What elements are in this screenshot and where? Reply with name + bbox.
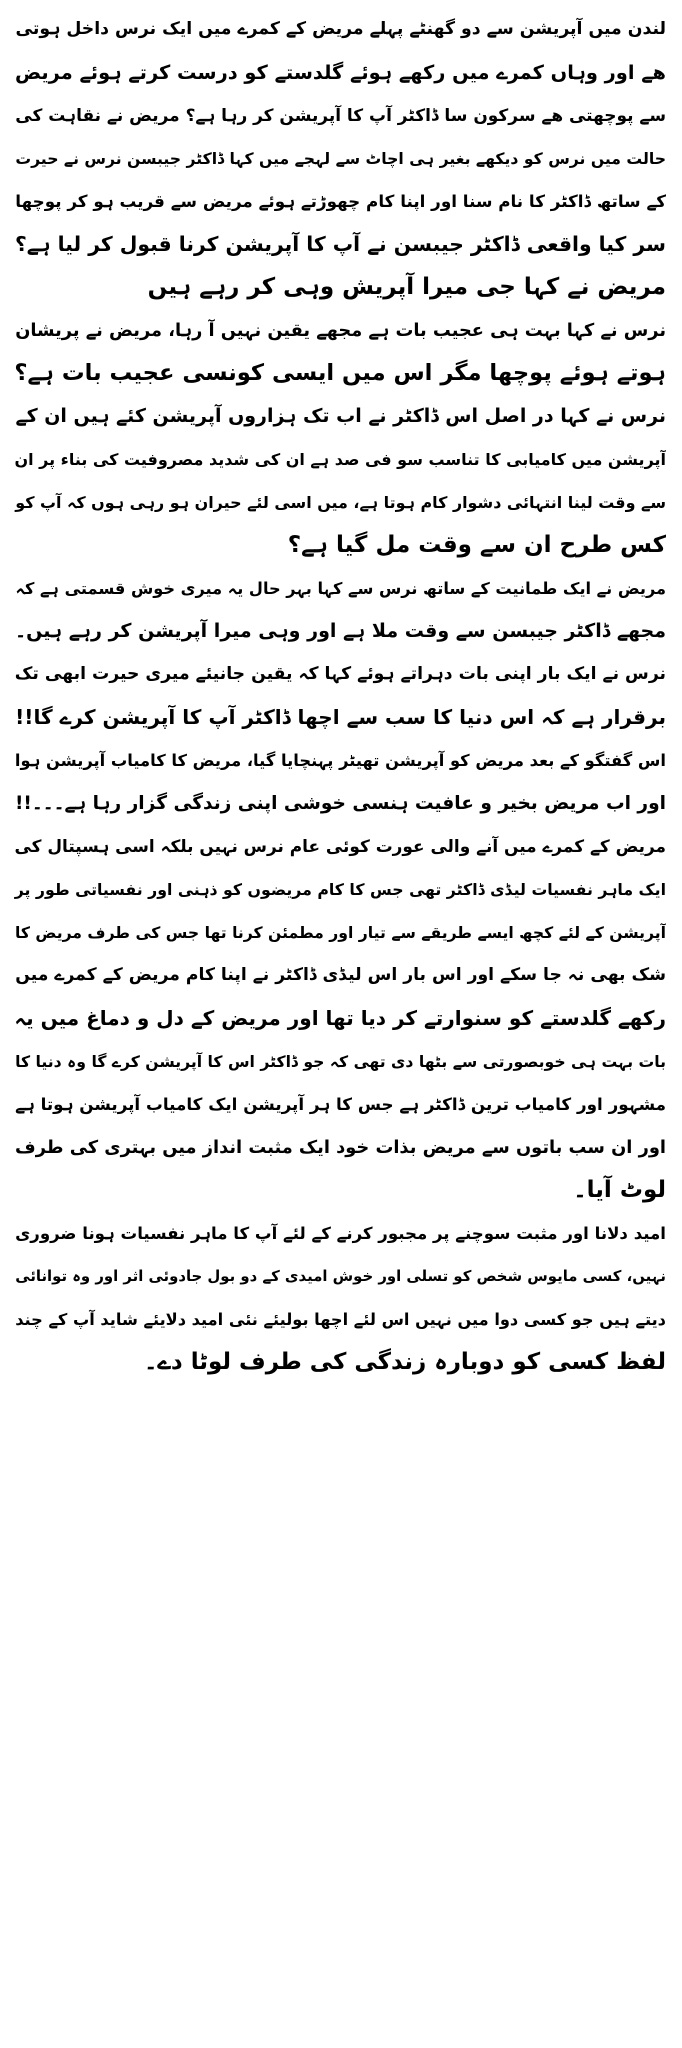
article-paragraph [8, 309, 666, 395]
article-paragraph [8, 739, 666, 825]
text-line: کے ساتھ ڈاکٹر کا نام سنا اور اپنا کام چھوڑتے ہوئے مریض سے قریب ہو کر پوچھا [15, 191, 666, 211]
text-line: نہیں، کسی مایوس شخص کو تسلی اور خوش امیدی کے دو بول جادوئی اثر اور وہ توانائی [15, 1267, 666, 1285]
text-line: سے پوچھتی ھے سرکون سا ڈاکٹر آپ کا آپریشن کر رہا ہے؟ مریض نے نقاہت کی [15, 105, 666, 125]
article-paragraph [8, 8, 666, 266]
text-line: مریض نے کہا جی میرا آپریش وہی کر رہے ہیں [147, 274, 666, 300]
text-line: حالت میں نرس کو دیکھے بغیر ہی اچاٹ سے لہجے میں کہا ڈاکٹر جیبسن نرس نے حیرت [15, 149, 666, 168]
text-line: ایک ماہر نفسیات لیڈی ڈاکٹر تھی جس کا کام مریضوں کو ذہنی اور نفسیاتی طور پر [14, 880, 666, 899]
article-paragraph [8, 653, 666, 739]
article-paragraph [8, 395, 666, 567]
text-line: برقرار ہے کہ اس دنیا کا سب سے اچھا ڈاکٹر آپ کا آپریشن کرے گا!! [15, 705, 666, 729]
text-line: اور اب مریض بخیر و عافیت ہنسی خوشی اپنی زندگی گزار رہا ہے۔۔۔!! [14, 793, 666, 814]
text-line: نرس نے کہا در اصل اس ڈاکٹر نے اب تک ہزاروں آپریشن کئے ہیں ان کے [15, 405, 666, 427]
text-line: نرس نے کہا بہت ہی عجیب بات ہے مجھے یقین نہیں آ رہا، مریض نے پریشان [15, 320, 666, 341]
text-line: اس گفتگو کے بعد مریض کو آپریشن تھیٹر پہنچایا گیا، مریض کا کامیاب آپریشن ہوا [14, 751, 666, 770]
text-line: بات بہت ہی خوبصورتی سے بٹھا دی تھی کہ جو ڈاکٹر اس کا آپریشن کرے گا وہ دنیا کا [15, 1052, 666, 1071]
text-line: امید دلانا اور مثبت سوچنے پر مجبور کرنے کے لئے آپ کا ماہر نفسیات ہونا ضروری [15, 1224, 666, 1243]
article-paragraph [8, 567, 666, 653]
text-line: رکھے گلدستے کو سنوارتے کر دیا تھا اور مریض کے دل و دماغ میں یہ [14, 1006, 666, 1030]
text-line: لندن میں آپریشن سے دو گھنٹے پہلے مریض کے کمرے میں ایک نرس داخل ہوتی [15, 19, 666, 39]
text-line: سر کیا واقعی ڈاکٹر جیبسن نے آپ کا آپریشن کرنا قبول کر لیا ہے؟ [15, 232, 666, 256]
text-line: شک بھی نہ جا سکے اور اس بار اس لیڈی ڈاکٹر نے اپنا کام مریض کے کمرے میں [15, 965, 666, 985]
text-line: لوٹ آیا۔ [573, 1177, 666, 1203]
text-line: نرس نے ایک بار اپنی بات دہراتے ہوئے کہا کہ یقین جانیئے میری حیرت ابھی تک [14, 664, 666, 684]
article-paragraph [8, 266, 666, 309]
text-line: ھے اور وہاں کمرے میں رکھے ہوئے گلدستے کو درست کرتے ہوئے مریض [14, 61, 666, 84]
text-line: مشہور اور کامیاب ترین ڈاکٹر ہے جس کا ہر آپریشن ایک کامیاب آپریشن ہوتا ہے [15, 1094, 666, 1114]
text-line: آپریشن کے لئے کچھ ایسے طریقے سے تیار اور مطمئن کرنا تھا جس کی طرف مریض کا [15, 923, 666, 942]
article-paragraph [8, 825, 666, 1212]
text-line: دیتے ہیں جو کسی دوا میں نہیں اس لئے اچھا بولیئے نئی امید دلایئے شاید آپ کے چند [15, 1310, 666, 1329]
text-line: مریض کے کمرے میں آنے والی عورت کوئی عام نرس نہیں بلکہ اسی ہسپتال کی [14, 836, 666, 856]
text-line: سے وقت لینا انتہائی دشوار کام ہوتا ہے، میں اسی لئے حیران ہو رہی ہوں کہ آپ کو [15, 493, 666, 512]
text-line: اور ان سب باتوں سے مریض بذات خود ایک مثبت انداز میں بہتری کی طرف [15, 1137, 666, 1158]
text-line: ہوتے ہوئے پوچھا مگر اس میں ایسی کونسی عجیب بات ہے؟ [14, 360, 666, 386]
text-line: آپریشن میں کامیابی کا تناسب سو فی صد ہے ان کی شدید مصروفیت کی بناء پر ان [14, 450, 666, 469]
text-line: مجھے ڈاکٹر جیبسن سے وقت ملا ہے اور وہی میرا آپریشن کر رہے ہیں۔ [14, 620, 666, 642]
text-line: کس طرح ان سے وقت مل گیا ہے؟ [287, 532, 666, 558]
text-line: مریض نے ایک طمانیت کے ساتھ نرس سے کہا بہر حال یہ میری خوش قسمتی ہے کہ [15, 579, 666, 598]
text-line: لفظ کسی کو دوبارہ زندگی کی طرف لوٹا دے۔ [143, 1349, 666, 1375]
article-paragraph [8, 1212, 666, 1384]
